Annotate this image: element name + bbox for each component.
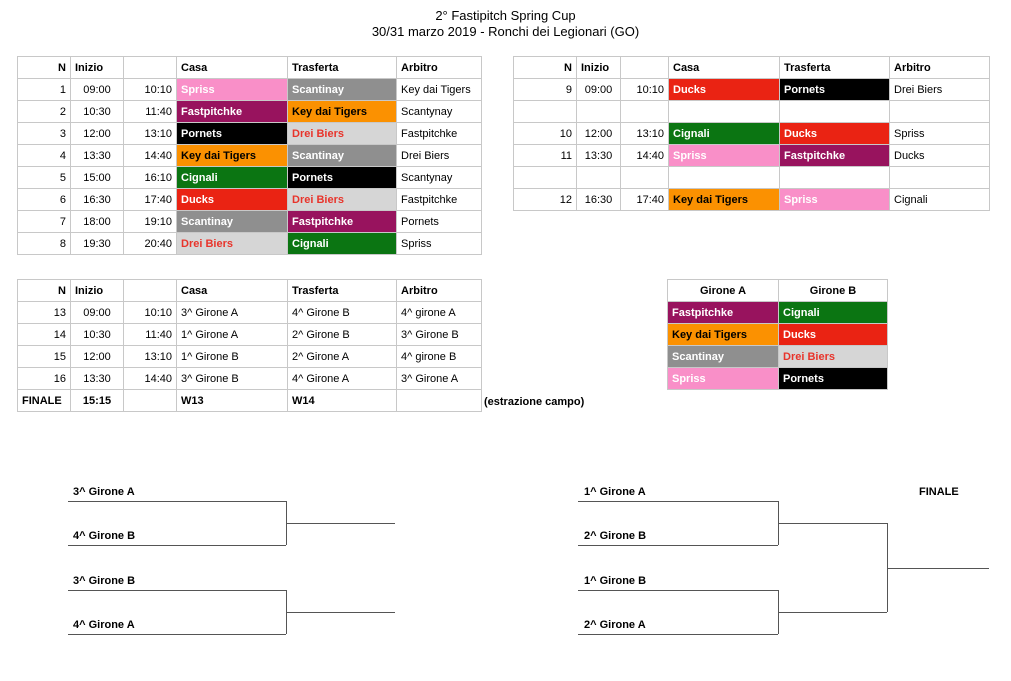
page-subtitle: 30/31 marzo 2019 - Ronchi dei Legionari (GO) (371, 24, 640, 39)
bracket-slot: 2^ Girone B (584, 530, 647, 542)
bracket-final-label: FINALE (919, 486, 959, 498)
table-row: 14 10:30 11:40 1^ Girone A 2^ Girone B 3^ Girone B (18, 324, 482, 346)
bracket-slot: 4^ Girone A (73, 619, 135, 631)
table-row-empty (514, 167, 990, 189)
table-row: 8 19:30 20:40 Drei Biers Cignali Spriss (18, 233, 482, 255)
table-row: 3 12:00 13:10 Pornets Drei Biers Fastpitchke (18, 123, 482, 145)
col-header-inizio: Inizio (71, 57, 124, 79)
schedule-table-day1 (17, 56, 482, 255)
team-cell: Fastpitchke (177, 101, 288, 123)
table-row: 15 12:00 13:10 1^ Girone B 2^ Girone A 4^ girone B (18, 346, 482, 368)
bracket-slot: 3^ Girone B (73, 575, 136, 587)
table-row: 10 12:00 13:10 Cignali Ducks Spriss (514, 123, 990, 145)
table-row (668, 346, 888, 368)
table-row-final: FINALE 15:15 W13 W14 (18, 390, 482, 412)
team-cell: Scantinay (177, 211, 288, 233)
table-row: 1 09:00 10:10 Spriss Scantinay Key dai Tigers (18, 79, 482, 101)
team-cell: Cignali (669, 123, 780, 145)
bracket-line (286, 612, 395, 613)
team-cell: Fastpitchke (288, 211, 397, 233)
group-b-header: Girone B (779, 280, 888, 302)
table-row: 16 13:30 14:40 3^ Girone B 4^ Girone A 3^ Girone A (18, 368, 482, 390)
team-cell: Ducks (177, 189, 288, 211)
table-row: 2 10:30 11:40 Fastpitchke Key dai Tigers Scantynay (18, 101, 482, 123)
table-row: 4 13:30 14:40 Key dai Tigers Scantinay Drei Biers (18, 145, 482, 167)
bracket-slot: 3^ Girone A (73, 486, 135, 498)
bracket-line (887, 568, 989, 569)
bracket-slot: 1^ Girone B (584, 575, 647, 587)
table-row: 12 16:30 17:40 Key dai Tigers Spriss Cignali (514, 189, 990, 211)
group-a-header: Girone A (668, 280, 779, 302)
team-cell: Drei Biers (177, 233, 288, 255)
team-cell: Ducks (780, 123, 890, 145)
team-cell: Pornets (779, 368, 888, 390)
bracket-slot: 2^ Girone A (584, 619, 646, 631)
table-header-row: N Inizio Casa Trasferta Arbitro (514, 57, 990, 79)
table-row (668, 324, 888, 346)
bracket-line (286, 523, 395, 524)
final-label: FINALE (18, 390, 71, 412)
bracket-slot: 4^ Girone B (73, 530, 136, 542)
team-cell: Pornets (177, 123, 288, 145)
team-cell: Key dai Tigers (668, 324, 779, 346)
team-cell: Drei Biers (779, 346, 888, 368)
table-row: 7 18:00 19:10 Scantinay Fastpitchke Pornets (18, 211, 482, 233)
bracket-line (68, 545, 286, 546)
bracket-line (778, 612, 887, 613)
team-cell: Pornets (288, 167, 397, 189)
bracket-line (578, 590, 778, 591)
team-cell: Pornets (780, 79, 890, 101)
col-header-casa: Casa (177, 57, 288, 79)
col-header-n: N (18, 57, 71, 79)
col-header-arbitro: Arbitro (397, 57, 482, 79)
page-title: 2° Fastipitch Spring Cup (435, 8, 576, 23)
team-cell: Scantinay (288, 145, 397, 167)
bracket-line (578, 545, 778, 546)
team-cell: Spriss (177, 79, 288, 101)
team-cell: Key dai Tigers (177, 145, 288, 167)
team-cell: Fastpitchke (780, 145, 890, 167)
table-header-row: N Inizio Casa Trasferta Arbitro (18, 280, 482, 302)
table-header-row (18, 57, 482, 79)
team-cell: Drei Biers (288, 189, 397, 211)
table-row: 11 13:30 14:40 Spriss Fastpitchke Ducks (514, 145, 990, 167)
table-row: 13 09:00 10:10 3^ Girone A 4^ Girone B 4^ girone A (18, 302, 482, 324)
schedule-table-day2 (17, 279, 482, 412)
team-cell: Spriss (780, 189, 890, 211)
bracket-line (68, 634, 286, 635)
team-cell: Spriss (669, 145, 780, 167)
team-cell: Spriss (668, 368, 779, 390)
groups-table (667, 279, 888, 390)
table-row (668, 368, 888, 390)
bracket-line (778, 523, 887, 524)
bracket-line (578, 634, 778, 635)
team-cell: Scantinay (288, 79, 397, 101)
table-row (668, 302, 888, 324)
team-cell: Ducks (779, 324, 888, 346)
team-cell: Key dai Tigers (669, 189, 780, 211)
bracket-line (68, 590, 286, 591)
team-cell: Scantinay (668, 346, 779, 368)
schedule-table-day1-b (513, 56, 990, 211)
col-header-trasferta: Trasferta (288, 57, 397, 79)
table-row: 5 15:00 16:10 Cignali Pornets Scantynay (18, 167, 482, 189)
team-cell: Cignali (288, 233, 397, 255)
table-row: 9 09:00 10:10 Ducks Pornets Drei Biers (514, 79, 990, 101)
table-row: 6 16:30 17:40 Ducks Drei Biers Fastpitchke (18, 189, 482, 211)
team-cell: Fastpitchke (668, 302, 779, 324)
team-cell: Cignali (779, 302, 888, 324)
bracket-line (578, 501, 778, 502)
bracket-line (68, 501, 286, 502)
table-row-empty (514, 101, 990, 123)
table-header-row (668, 280, 888, 302)
team-cell: Cignali (177, 167, 288, 189)
bracket-slot: 1^ Girone A (584, 486, 646, 498)
team-cell: Key dai Tigers (288, 101, 397, 123)
team-cell: Drei Biers (288, 123, 397, 145)
final-note: (estrazione campo) (484, 396, 585, 408)
team-cell: Ducks (669, 79, 780, 101)
